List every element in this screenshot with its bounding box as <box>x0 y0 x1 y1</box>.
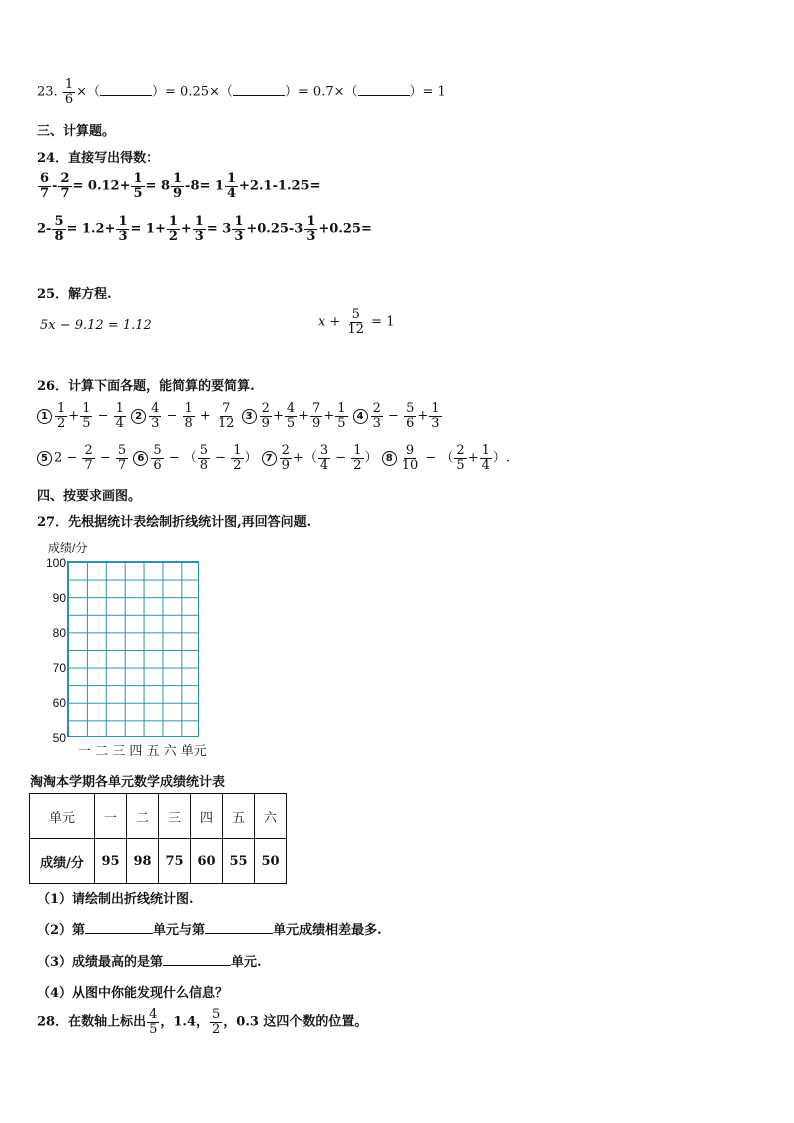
blank-chart-grid[interactable] <box>67 561 199 737</box>
sub-question-4: （4）从图中你能发现什么信息？ <box>37 986 229 1001</box>
fraction: $\frac{2}{9}$ <box>281 443 290 473</box>
y-axis-label: 成绩/分 <box>48 541 88 555</box>
fraction: $\frac{2}{5}$ <box>456 443 465 473</box>
item-number-mark: 4 <box>353 409 368 424</box>
fraction: $\frac{1}{3}$ <box>431 401 440 431</box>
fraction: $\frac{2}{7}$ <box>84 443 93 473</box>
item-number-mark: 7 <box>262 451 277 466</box>
fraction: $\frac{1}{3}$ <box>194 214 204 244</box>
fraction: $\frac{2}{9}$ <box>261 401 270 431</box>
y-tick: 80 <box>52 626 66 640</box>
fraction: $\frac{4}{5}$ <box>286 401 296 431</box>
fraction: $\frac{1}{6}$ <box>64 77 74 107</box>
sub-question-3: （3）成绩最高的是第 单元. <box>37 955 262 970</box>
fraction: $\frac{5}{2}$ <box>212 1007 221 1037</box>
question-26-row2: 5 2 − $\frac{2}{7}$ − $\frac{5}{7}$ 6 $\frac{5}{6}$ − （ $\frac{5}{8}$ − $\frac{1}{2}$ ） 7 $\frac{2}{9}$ +（ $\frac{3}{4}$ − $\frac{1}{2}$ ） 8 $\frac{9}{10}$ − （ $\frac{2}{5}$ + $\frac{1}{4}$ ）. <box>37 444 510 472</box>
fraction: $\frac{1}{9}$ <box>173 171 183 201</box>
fraction: $\frac{1}{2}$ <box>233 443 242 473</box>
fraction: $\frac{4}{3}$ <box>151 401 160 431</box>
question-26-title: 26．计算下面各题，能简算的要简算. <box>37 379 255 394</box>
answer-blank[interactable] <box>233 83 285 96</box>
table-title: 淘淘本学期各单元数学成绩统计表 <box>30 775 226 790</box>
fraction: $\frac{5}{6}$ <box>406 401 415 431</box>
fraction: $\frac{1}{2}$ <box>168 214 178 244</box>
fraction: $\frac{1}{3}$ <box>306 214 316 244</box>
fraction: $\frac{1}{5}$ <box>337 401 346 431</box>
y-tick: 90 <box>52 591 66 605</box>
equation-2: x + $\frac{5}{12}$ = 1 <box>318 307 395 337</box>
fraction: $\frac{5}{6}$ <box>153 443 162 473</box>
question-23: 23. $\frac{1}{6}$ ×（ ）= 0.25×（ ）= 0.7×（ ）= 1 <box>37 77 446 107</box>
item-number-mark: 2 <box>131 409 146 424</box>
fraction: $\frac{1}{4}$ <box>226 171 236 201</box>
fraction: $\frac{5}{8}$ <box>199 443 209 473</box>
fraction: $\frac{6}{7}$ <box>40 171 50 201</box>
answer-blank[interactable] <box>163 953 231 966</box>
question-25-title: 25．解方程. <box>37 287 112 302</box>
fraction: $\frac{1}{8}$ <box>184 401 193 431</box>
question-24-row2: 2- $\frac{5}{8}$ = 1.2+ $\frac{1}{3}$ = 1+ $\frac{1}{2}$ + $\frac{1}{3}$ = 3 $\frac{1}{3}$ +0.25-3 $\frac{1}{3}$ +0.25= <box>37 214 372 244</box>
fraction: $\frac{7}{9}$ <box>312 401 321 431</box>
question-27-title: 27．先根据统计表绘制折线统计图,再回答问题. <box>37 515 312 530</box>
y-tick: 60 <box>52 696 66 710</box>
fraction: $\frac{4}{5}$ <box>149 1007 158 1037</box>
score-table <box>29 793 287 884</box>
fraction: $\frac{1}{5}$ <box>133 171 143 201</box>
x-axis-labels: 一 二 三 四 五 六 单元 <box>78 744 207 759</box>
answer-blank[interactable] <box>100 83 152 96</box>
question-28: 28．在数轴上标出 $\frac{4}{5}$ ，1.4， $\frac{5}{2}$ ，0.3 这四个数的位置。 <box>37 1007 368 1037</box>
fraction: $\frac{9}{10}$ <box>401 443 419 473</box>
fraction: $\frac{5}{8}$ <box>54 214 64 244</box>
y-tick: 70 <box>52 661 66 675</box>
fraction: $\frac{2}{3}$ <box>372 401 381 431</box>
section-3-heading: 三、计算题。 <box>37 124 116 139</box>
item-number-mark: 8 <box>382 451 397 466</box>
answer-blank[interactable] <box>358 83 410 96</box>
fraction: $\frac{1}{3}$ <box>118 214 128 244</box>
fraction: $\frac{7}{12}$ <box>217 401 235 431</box>
fraction: $\frac{3}{4}$ <box>319 443 329 473</box>
y-tick: 50 <box>52 731 66 745</box>
table-row: 成绩/分 95 98 75 60 55 50 <box>30 839 287 884</box>
item-number-mark: 1 <box>37 409 52 424</box>
fraction: $\frac{1}{4}$ <box>115 401 124 431</box>
fraction: $\frac{1}{3}$ <box>234 214 244 244</box>
sub-question-2: （2）第 单元与第 单元成绩相差最多. <box>37 923 382 938</box>
fraction: $\frac{2}{7}$ <box>60 171 70 201</box>
item-number-mark: 6 <box>133 451 148 466</box>
item-number-mark: 5 <box>37 451 52 466</box>
fraction: $\frac{5}{12}$ <box>347 307 365 337</box>
answer-blank[interactable] <box>85 921 153 934</box>
fraction: $\frac{1}{5}$ <box>82 401 91 431</box>
sub-question-1: （1）请绘制出折线统计图. <box>37 892 194 907</box>
equation-1: 5x − 9.12 = 1.12 <box>40 318 152 333</box>
table-row: 单元 一 二 三 四 五 六 <box>30 794 287 839</box>
item-number-mark: 3 <box>242 409 257 424</box>
fraction: $\frac{1}{4}$ <box>481 443 490 473</box>
answer-blank[interactable] <box>205 921 273 934</box>
fraction: $\frac{1}{2}$ <box>57 401 66 431</box>
fraction: $\frac{5}{7}$ <box>117 443 127 473</box>
question-26-row1: 1 $\frac{1}{2}$ + $\frac{1}{5}$ − $\frac{1}{4}$ 2 $\frac{4}{3}$ − $\frac{1}{8}$ + $\frac{7}{12}$ 3 $\frac{2}{9}$ + $\frac{4}{5}$ + $\frac{7}{9}$ + $\frac{1}{5}$ 4 $\frac{2}{3}$ − $\frac{5}{6}$ + $\frac{1}{3}$ <box>37 402 443 430</box>
y-tick: 100 <box>45 556 66 570</box>
question-24-row1: $\frac{6}{7}$ - $\frac{2}{7}$ = 0.12+ $\frac{1}{5}$ = 8 $\frac{1}{9}$ -8= 1 $\frac{1}{4}$ +2.1-1.25= <box>40 171 321 201</box>
section-4-heading: 四、按要求画图。 <box>37 489 142 504</box>
fraction: $\frac{1}{2}$ <box>353 443 362 473</box>
question-24-title: 24．直接写出得数： <box>37 151 160 166</box>
